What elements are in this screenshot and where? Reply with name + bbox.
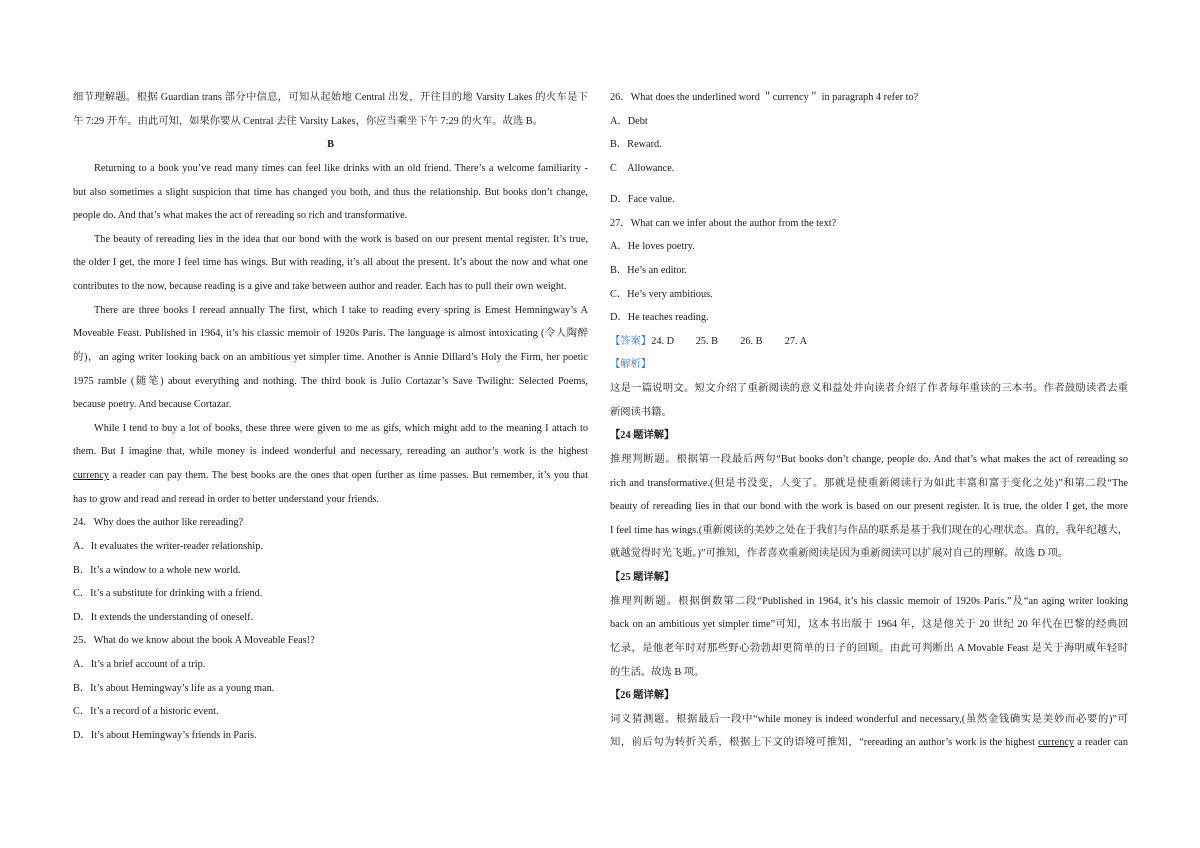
- answer-item: 27. A: [784, 335, 808, 347]
- passage-line: The beauty of rereading lies in the idea that our bond with the work is based on our present mental register. It’s true,: [94, 233, 588, 245]
- explanation-line: back on an ambitious yet simpler time”可知，这本书出版于 1964 年，这是他关于 20 世纪 20 年代在巴黎的经典回: [610, 619, 1128, 631]
- answer-item: 25. B: [695, 335, 719, 347]
- question-27: [610, 212, 1128, 330]
- underlined-word-currency: currency: [73, 470, 110, 481]
- passage-paragraph-2: [73, 228, 588, 299]
- explanation-line: [610, 731, 1128, 755]
- intro-line: 午 7:29 开车。由此可知，如果你要从 Central 去往 Varsity Lakes，你应当乘坐下午 7:29 的火车。故选 B。: [73, 115, 543, 127]
- passage-line: has to grow and read and reread in order to better understand your friends.: [73, 493, 379, 505]
- analysis: [610, 353, 1128, 424]
- passage-paragraph-4: [73, 417, 588, 512]
- explanation-line: rich and transformative.(但是书没变，人变了。那就是使重新阅读行为如此丰富和富于变化之处)”和第二段“The: [610, 477, 1128, 489]
- passage-line: contributes to the now, because reading is a give and take between author and reader. Each has to pull their own weight.: [73, 281, 567, 292]
- analysis-line: 这是一篇说明文。短文介绍了重新阅读的意义和益处并向读者介绍了作者每年重读的三本书。作者鼓励读者去重: [610, 383, 1128, 395]
- passage-line: There are three books I reread annually The first, which I take to reading every spring is Emest Hemningway’s A: [94, 304, 588, 316]
- option-c: C．He’s very ambitious.: [610, 288, 713, 300]
- option-b: B．It’s about Hemingway’s life as a young man.: [73, 682, 275, 694]
- option-c: C．It’s a record of a historic event.: [73, 706, 219, 718]
- passage-line: While I tend to buy a lot of books, these three were given to me as gifs, which might add to the meaning I attach to: [94, 422, 588, 434]
- question-stem: 26．What does the underlined word ＂currency＂ in paragraph 4 refer to?: [610, 92, 919, 103]
- analysis-line: 新阅读书籍。: [610, 406, 672, 418]
- explanation-line: 的生活。故选 B 项。: [610, 666, 705, 678]
- option-b: B．Reward.: [610, 139, 662, 151]
- explanation-line: beauty of rereading lies in that our bond with the work is based on our present register. It is true, the older I get, the more: [610, 501, 1128, 513]
- passage-paragraph-3: [73, 299, 588, 417]
- passage-line: Moveable Feast. Published in 1964, it’s his classic memoir of 1920s Paris. The language is almost intoxicating (令人陶醉: [73, 328, 588, 340]
- explanation-line: 就越觉得时光飞逝。)”可推知，作者喜欢重新阅读是因为重新阅读可以扩展对自己的理解。故选 D 项。: [610, 548, 1069, 560]
- explanation-line: 忆录，是他老年时对那些野心勃勃却更简单的日子的回顾。由此可判断出 A Movable Feast 是关于海明威年轻时: [610, 642, 1128, 654]
- question-25: [73, 629, 588, 747]
- left-column: [73, 86, 588, 748]
- underlined-word-currency: currency: [1038, 737, 1075, 749]
- explanation-26: [610, 684, 1128, 755]
- passage-line: because poetry. And because Cortazar.: [73, 399, 232, 411]
- passage-line: people do. And that’s what makes the act of rereading so rich and transformative.: [73, 210, 408, 222]
- passage-line: [73, 464, 588, 488]
- question-26: [610, 86, 1128, 212]
- option-d: D．He teaches reading.: [610, 312, 709, 324]
- explanation-25: [610, 566, 1128, 684]
- explanation-line: 词义猜测题。根据最后一段中“while money is indeed wonderful and necessary,(虽然金钱确实是美妙而必要的)”可: [610, 713, 1128, 725]
- option-c: C Allowance.: [610, 162, 675, 174]
- answer-key: [610, 330, 1128, 354]
- passage-paragraph-1: [73, 157, 588, 228]
- question-stem: 24．Why does the author like rereading?: [73, 517, 244, 529]
- option-b: B．He’s an editor.: [610, 264, 687, 276]
- right-column: [610, 86, 1128, 755]
- option-d: D．Face value.: [610, 194, 675, 206]
- explanation-heading: 【26 题详解】: [610, 690, 675, 702]
- passage-line-text: a reader can pay them. The best books are the ones that open further as time passes. But remember, it’s you that: [109, 470, 588, 481]
- explanation-line: 推理判断题。根据倒数第二段“Published in 1964, it’s his classic memoir of 1920s Paris.”及“an aging writer looking: [610, 595, 1128, 607]
- explanation-line: 推理判断题。根据第一段最后两句“But books don’t change, people do. And that’s what makes the act of rereading so: [610, 453, 1128, 465]
- option-d: D．It extends the understanding of oneself.: [73, 611, 254, 623]
- explanation-line: I feel time has wings.(重新阅读的美妙之处在于我们与作品的联系是基于我们现在的心理状态。真的，我年纪越大，: [610, 524, 1128, 536]
- explanation-heading: 【24 题详解】: [610, 430, 675, 442]
- explanation-heading: 【25 题详解】: [610, 572, 675, 584]
- passage-line: 1975 ramble (随笔) about everything and nothing. The third book is Julio Cortazar’s Save Twilight: Selected Poems,: [73, 375, 588, 387]
- analysis-label: 【解析】: [610, 359, 652, 371]
- option-d: D．It’s about Hemingway’s friends in Paris.: [73, 729, 257, 741]
- passage-line: the older I get, the more I feel time has wings. But with reading, it’s all about the present. It’s about the now and what one: [73, 257, 588, 269]
- question-stem: 27．What can we infer about the author from the text?: [610, 217, 837, 229]
- passage-line: but also sometimes a slight suspicion that time has changed you both, and thus the relationship. But books don’t change,: [73, 186, 588, 198]
- option-a: A．It’s a brief account of a trip.: [73, 659, 206, 670]
- section-heading: B: [327, 139, 334, 151]
- option-a: A．It evaluates the writer-reader relationship.: [73, 540, 263, 552]
- question-24: [73, 511, 588, 629]
- option-a: A．He loves poetry.: [610, 241, 695, 253]
- explanation-line-text: a reader can: [1074, 737, 1128, 749]
- option-c: C．It’s a substitute for drinking with a friend.: [73, 588, 263, 600]
- passage-line: 的)，an aging writer looking back on an ambitious yet simpler time. Another is Annie Dillard’s Holy the Firm, her poetic: [73, 351, 588, 363]
- intro-line: 细节理解题。根据 Guardian trans 部分中信息，可知从起始地 Central 出发，开往目的地 Varsity Lakes 的火车是下: [73, 92, 588, 103]
- option-b: B．It’s a window to a whole new world.: [73, 564, 241, 576]
- passage-line: Returning to a book you’ve read many times can feel like drinks with an old friend. There’s a welcome familiarity -: [94, 162, 588, 174]
- passage-line: them. But I imagine that, while money is indeed wonderful and necessary, rereading an author’s work is the highest: [73, 446, 588, 458]
- option-a: A．Debt: [610, 115, 648, 127]
- explanation-line-text: 知，前后句为转折关系，根据上下文的语境可推知，“rereading an author’s work is the highest: [610, 737, 1039, 749]
- answer-label: 【答案】: [610, 335, 652, 347]
- explanation-24: [610, 424, 1128, 566]
- question-stem: 25．What do we know about the book A Moveable Feas!?: [73, 635, 315, 647]
- answer-item: 26. B: [740, 335, 763, 347]
- answer-item: 24. D: [651, 335, 675, 347]
